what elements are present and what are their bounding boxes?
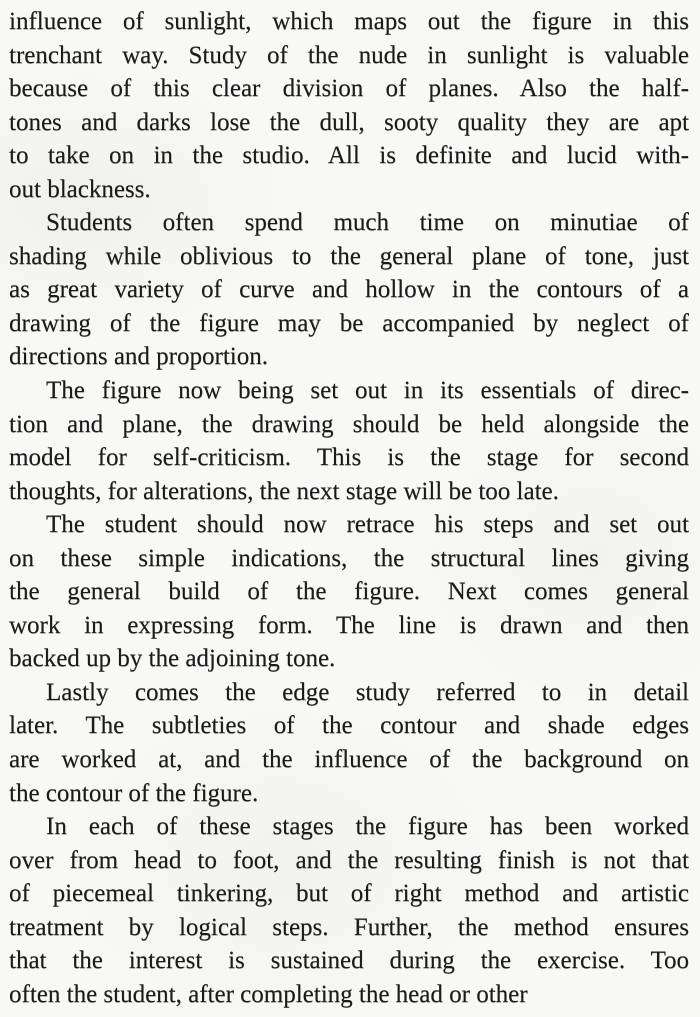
text-line: that the interest is sustained during the exercise. Too (9, 947, 689, 975)
text-line: out blackness. (9, 175, 151, 203)
text-line: Students often spend much time on minutiae of (46, 209, 689, 237)
paragraph (9, 508, 689, 676)
paragraph (9, 810, 689, 1011)
text-line: backed up by the adjoining tone. (9, 645, 336, 673)
text-line: trenchant way. Study of the nude in sunlight is valuable (9, 41, 689, 69)
text-line: directions and proportion. (9, 343, 268, 371)
text-line: the contour of the figure. (9, 779, 259, 807)
text-line: tion and plane, the drawing should be held alongside the (9, 410, 689, 438)
text-line: treatment by logical steps. Further, the method ensures (9, 913, 689, 941)
text-line: tones and darks lose the dull, sooty quality they are apt (9, 108, 689, 136)
text-line: as great variety of curve and hollow in the contours of a (9, 276, 689, 304)
text-line: because of this clear division of planes. Also the half- (9, 75, 689, 103)
text-line: model for self-criticism. This is the stage for second (9, 444, 689, 472)
paragraph (9, 206, 689, 374)
text-line: influence of sunlight, which maps out the figure in this (9, 8, 689, 35)
text-line: to take on in the studio. All is definite and lucid with- (9, 142, 689, 170)
text-line: the general build of the figure. Next comes general (9, 578, 689, 606)
text-line: The student should now retrace his steps and set out (46, 511, 689, 539)
text-line: on these simple indications, the structural lines giving (9, 544, 689, 572)
text-line: work in expressing form. The line is drawn and then (9, 611, 689, 639)
text-line: over from head to foot, and the resulting finish is not that (9, 846, 689, 874)
text-line: often the student, after completing the head or other (9, 980, 528, 1008)
text-line: of piecemeal tinkering, but of right method and artistic (9, 880, 689, 908)
page-text-block (9, 5, 689, 1011)
paragraph (9, 5, 689, 206)
text-line: are worked at, and the influence of the background on (9, 746, 689, 774)
text-line: thoughts, for alterations, the next stage will be too late. (9, 477, 559, 505)
text-line: The figure now being set out in its essentials of direc- (46, 377, 689, 405)
paragraph (9, 676, 689, 810)
text-line: shading while oblivious to the general plane of tone, just (9, 242, 689, 270)
text-line: later. The subtleties of the contour and shade edges (9, 712, 689, 740)
text-line: drawing of the figure may be accompanied by neglect of (9, 309, 689, 337)
text-line: In each of these stages the figure has been worked (46, 813, 689, 841)
text-line: Lastly comes the edge study referred to in detail (46, 678, 689, 706)
paragraph (9, 374, 689, 508)
